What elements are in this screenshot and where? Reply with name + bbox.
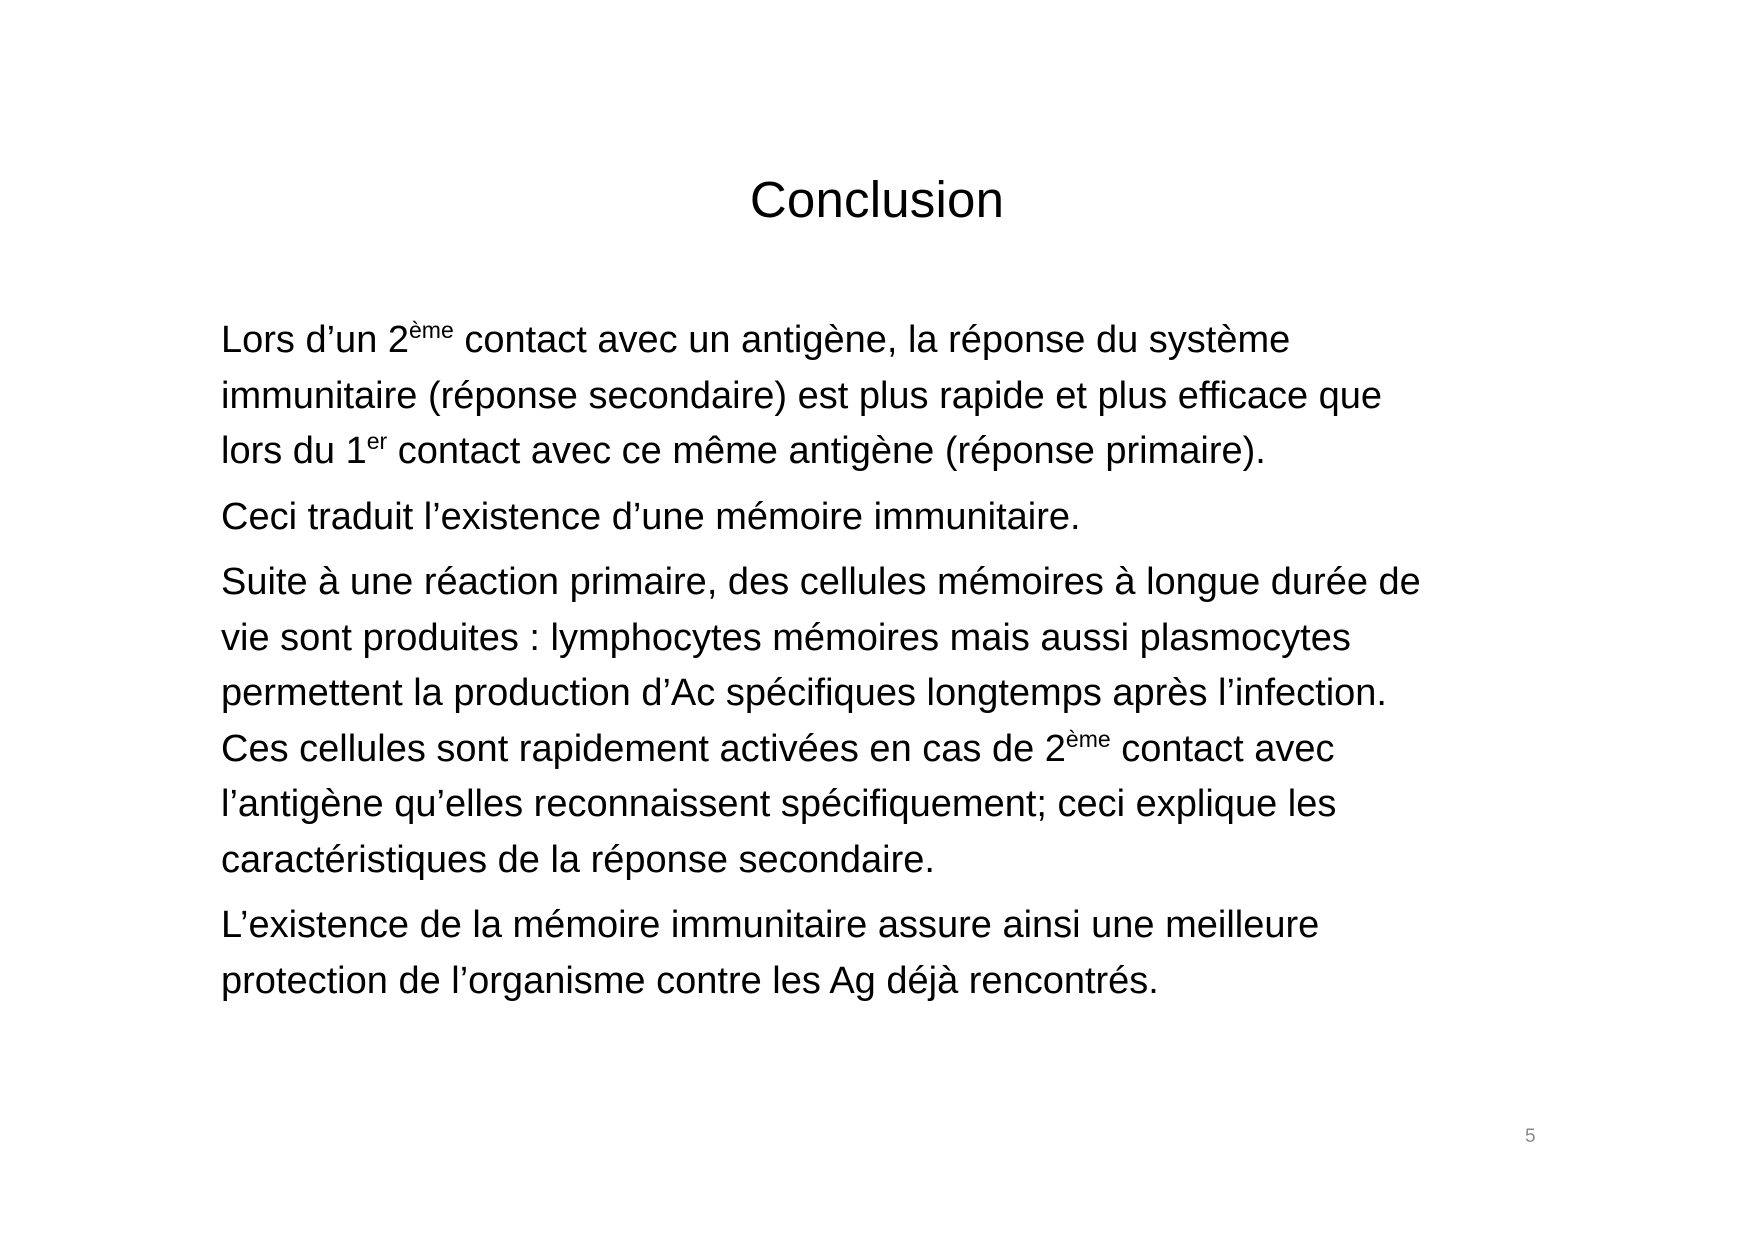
superscript-ordinal: er — [366, 428, 388, 454]
text-line — [221, 722, 1561, 778]
text-fragment: contact avec ce même antigène (réponse primaire). — [387, 430, 1266, 472]
page-number: 5 — [1525, 1126, 1536, 1147]
paragraph-secondary-response — [221, 313, 1561, 480]
text-line: immunitaire (réponse secondaire) est plus rapide et plus efficace que — [221, 374, 1383, 417]
text-line — [221, 313, 1561, 369]
text-line: Ceci traduit l’existence d’une mémoire immunitaire. — [221, 495, 1081, 538]
text-fragment: lors du 1 — [221, 430, 367, 472]
text-line: l’antigène qu’elles reconnaissent spécifiquement; ceci explique les — [221, 783, 1337, 825]
superscript-ordinal: ème — [409, 317, 454, 343]
text-line: caractéristiques de la réponse secondaire. — [221, 838, 935, 881]
text-line: protection de l’organisme contre les Ag déjà rencontrés. — [221, 959, 1159, 1002]
slide-title: Conclusion — [749, 171, 1005, 228]
text-line: L’existence de la mémoire immunitaire assure ainsi une meilleure — [221, 904, 1320, 946]
slide-body — [221, 313, 1561, 1019]
superscript-ordinal: ème — [1065, 725, 1111, 752]
text-line: Suite à une réaction primaire, des cellules mémoires à longue durée de — [221, 561, 1421, 603]
text-fragment: contact avec — [1110, 727, 1335, 770]
paragraph-memory-cells — [221, 555, 1561, 888]
text-fragment: Lors d’un 2 — [221, 319, 410, 361]
text-line: permettent la production d’Ac spécifiques longtemps après l’infection. — [221, 672, 1387, 714]
text-fragment: Ces cellules sont rapidement activées en cas de 2 — [221, 727, 1066, 770]
text-fragment: contact avec un antigène, la réponse du système — [453, 319, 1291, 361]
text-line — [221, 424, 1561, 480]
paragraph-immune-memory — [221, 490, 1561, 546]
paragraph-protection — [221, 898, 1561, 1009]
text-line: vie sont produites : lymphocytes mémoires mais aussi plasmocytes — [221, 616, 1351, 659]
